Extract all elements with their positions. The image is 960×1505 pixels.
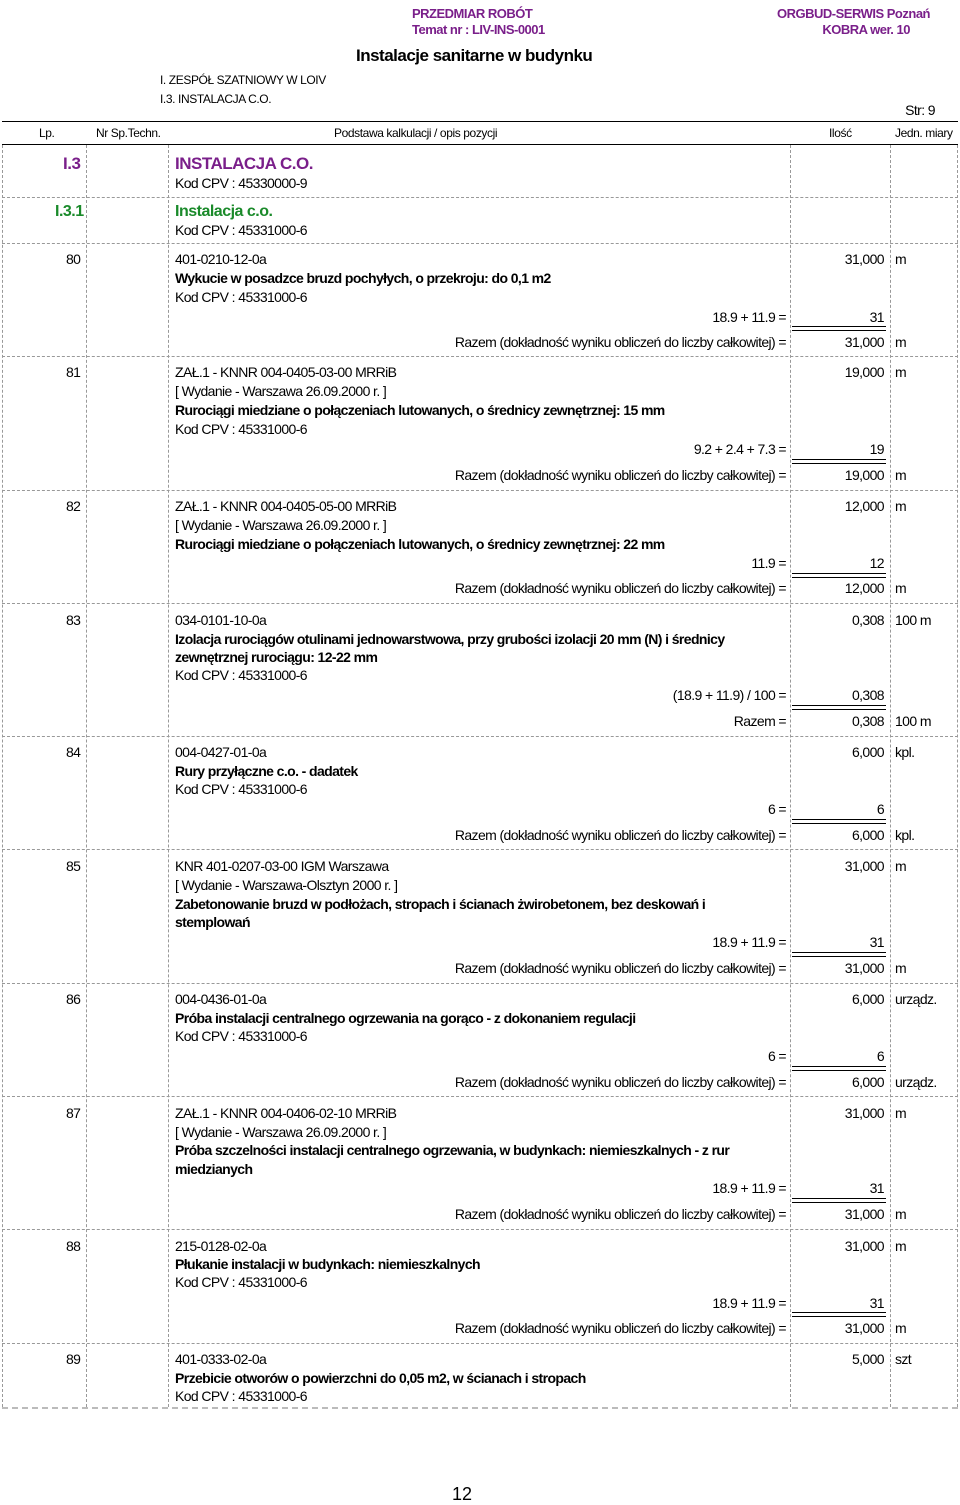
item-description: Próba szczelności instalacji centralnego ogrzewania, w budynkach: niemieszkalnych - z rur [175, 1142, 730, 1158]
doc-subject: Temat nr : LIV-INS-0001 [412, 22, 545, 37]
sum-rule [792, 326, 886, 331]
item-formula: 18.9 + 11.9 = [712, 934, 786, 950]
row-separator [2, 736, 958, 737]
item-description: Płukanie instalacji w budynkach: niemieszkalnych [175, 1256, 480, 1272]
item-total-label: Razem (dokładność wyniku obliczeń do liczby całkowitej) = [454, 1206, 786, 1222]
item-formula-value: 19 [869, 441, 884, 457]
item-total-value: 6,000 [851, 827, 884, 843]
header-bottom-rule [2, 144, 958, 145]
item-description: Rurociągi miedziane o połączeniach lutowanych, o średnicy zewnętrznej: 22 mm [175, 536, 665, 552]
col-code: Nr Sp.Techn. [96, 126, 161, 140]
item-total-unit: m [895, 334, 907, 350]
item-formula-value: 31 [869, 309, 884, 325]
sum-rule [792, 459, 886, 464]
item-total-label: Razem (dokładność wyniku obliczeń do liczby całkowitej) = [454, 1074, 786, 1090]
row-separator [2, 849, 958, 850]
subsection-cpv: Kod CPV : 45331000-6 [175, 222, 307, 238]
item-description: Rury przyłączne c.o. - dadatek [175, 763, 358, 779]
item-cpv: Kod CPV : 45331000-6 [175, 1028, 307, 1044]
page-bottom-rule [2, 1407, 958, 1409]
item-qty: 6,000 [851, 744, 884, 760]
sum-rule [792, 819, 886, 824]
item-qty: 31,000 [844, 1238, 884, 1254]
item-code: ZAŁ.1 - KNNR 004-0406-02-10 MRRiB [175, 1105, 397, 1121]
item-cpv: Kod CPV : 45331000-6 [175, 1388, 307, 1404]
item-formula-value: 31 [869, 934, 884, 950]
item-description: Izolacja rurociągów otulinami jednowarstwowa, przy grubości izolacji 20 mm (N) i średnicy [175, 631, 725, 647]
item-formula-value: 0,308 [851, 687, 884, 703]
item-total-label: Razem (dokładność wyniku obliczeń do liczby całkowitej) = [454, 827, 786, 843]
item-unit: kpl. [895, 744, 915, 760]
item-qty: 12,000 [844, 498, 884, 514]
item-total-label: Razem (dokładność wyniku obliczeń do liczby całkowitej) = [454, 1320, 786, 1336]
col-unit: Jedn. miary [895, 126, 953, 140]
row-separator [2, 1229, 958, 1230]
header-top-rule [2, 121, 958, 122]
item-code: 004-0436-01-0a [175, 991, 267, 1007]
item-formula: 6 = [767, 1048, 786, 1064]
item-cpv: Kod CPV : 45331000-6 [175, 667, 307, 683]
grid-vline [790, 145, 791, 1407]
item-formula-value: 31 [869, 1180, 884, 1196]
item-total-value: 31,000 [844, 1206, 884, 1222]
section-number: I.3 [63, 154, 81, 173]
sum-rule [792, 1066, 886, 1071]
item-unit: urządz. [895, 991, 937, 1007]
row-separator [2, 197, 958, 198]
item-unit: m [895, 1238, 907, 1254]
subsection-number: I.3.1 [55, 203, 84, 220]
item-formula: (18.9 + 11.9) / 100 = [672, 687, 786, 703]
item-edition: [ Wydanie - Warszawa-Olsztyn 2000 r. ] [175, 877, 398, 893]
row-separator [2, 1096, 958, 1097]
item-description: Próba instalacji centralnego ogrzewania na gorąco - z dokonaniem regulacji [175, 1010, 636, 1026]
item-lp: 83 [66, 612, 81, 628]
item-qty: 0,308 [851, 612, 884, 628]
item-description: Wykucie w posadzce bruzd pochyłych, o przekroju: do 0,1 m2 [175, 270, 551, 286]
doc-type: PRZEDMIAR ROBÓT [412, 6, 533, 21]
item-unit: m [895, 498, 907, 514]
item-edition: [ Wydanie - Warszawa 26.09.2000 r. ] [175, 517, 387, 533]
item-code: 401-0210-12-0a [175, 251, 267, 267]
grid-vline [957, 145, 958, 1407]
item-formula-value: 6 [876, 801, 884, 817]
item-description-cont: miedzianych [175, 1161, 253, 1177]
item-total-label: Razem (dokładność wyniku obliczeń do liczby całkowitej) = [454, 580, 786, 596]
item-total-value: 19,000 [844, 467, 884, 483]
item-code: 401-0333-02-0a [175, 1351, 267, 1367]
item-lp: 87 [66, 1105, 81, 1121]
item-description: Przebicie otworów o powierzchni do 0,05 m2, w ścianach i stropach [175, 1370, 586, 1386]
item-total-value: 12,000 [844, 580, 884, 596]
item-total-label: Razem (dokładność wyniku obliczeń do liczby całkowitej) = [454, 467, 786, 483]
section-cpv: Kod CPV : 45330000-9 [175, 175, 307, 191]
item-qty: 6,000 [851, 991, 884, 1007]
row-separator [2, 243, 958, 244]
item-total-label: Razem = [733, 713, 786, 729]
item-total-unit: 100 m [895, 713, 931, 729]
item-edition: [ Wydanie - Warszawa 26.09.2000 r. ] [175, 383, 387, 399]
item-lp: 85 [66, 858, 81, 874]
item-code: KNR 401-0207-03-00 IGM Warszawa [175, 858, 389, 874]
item-description-cont: zewnętrznej rurociągu: 12-22 mm [175, 649, 378, 665]
item-formula: 18.9 + 11.9 = [712, 1295, 786, 1311]
item-total-value: 31,000 [844, 1320, 884, 1336]
grid-vline [890, 145, 891, 1407]
item-unit: m [895, 858, 907, 874]
grid-vline [168, 145, 169, 1407]
item-lp: 86 [66, 991, 81, 1007]
subsection-name: Instalacja c.o. [175, 203, 273, 220]
item-cpv: Kod CPV : 45331000-6 [175, 1274, 307, 1290]
item-total-value: 31,000 [844, 334, 884, 350]
item-lp: 88 [66, 1238, 81, 1254]
item-total-value: 31,000 [844, 960, 884, 976]
row-separator [2, 1343, 958, 1344]
item-formula-value: 6 [876, 1048, 884, 1064]
item-unit: m [895, 364, 907, 380]
row-separator [2, 490, 958, 491]
item-lp: 89 [66, 1351, 81, 1367]
item-lp: 80 [66, 251, 81, 267]
page-label: Str: 9 [905, 102, 935, 118]
group-label: I. ZESPÓŁ SZATNIOWY W LOIV [160, 73, 326, 87]
page-number: 12 [452, 1484, 473, 1504]
item-total-unit: m [895, 580, 907, 596]
item-formula: 18.9 + 11.9 = [712, 1180, 786, 1196]
item-edition: [ Wydanie - Warszawa 26.09.2000 r. ] [175, 1124, 387, 1140]
item-formula: 11.9 = [751, 555, 786, 571]
item-code: ZAŁ.1 - KNNR 004-0405-05-00 MRRiB [175, 498, 397, 514]
item-code: 034-0101-10-0a [175, 612, 267, 628]
item-description: Zabetonowanie bruzd w podłożach, stropach i ścianach żwirobetonem, bez deskowań i [175, 896, 706, 912]
item-code: 215-0128-02-0a [175, 1238, 267, 1254]
item-description-cont: stemplowań [175, 914, 250, 930]
company-name: ORGBUD-SERWIS Poznań [777, 6, 930, 21]
item-code: ZAŁ.1 - KNNR 004-0405-03-00 MRRiB [175, 364, 397, 380]
item-description: Rurociągi miedziane o połączeniach lutowanych, o średnicy zewnętrznej: 15 mm [175, 402, 665, 418]
item-formula: 6 = [767, 801, 786, 817]
item-lp: 82 [66, 498, 81, 514]
item-formula: 9.2 + 2.4 + 7.3 = [693, 441, 786, 457]
item-total-unit: urządz. [895, 1074, 937, 1090]
item-total-label: Razem (dokładność wyniku obliczeń do liczby całkowitej) = [454, 960, 786, 976]
item-unit: 100 m [895, 612, 931, 628]
subgroup-label: I.3. INSTALACJA C.O. [160, 92, 272, 106]
item-cpv: Kod CPV : 45331000-6 [175, 421, 307, 437]
item-code: 004-0427-01-0a [175, 744, 267, 760]
item-lp: 81 [66, 364, 81, 380]
col-lp: Lp. [39, 126, 55, 140]
sum-rule [792, 705, 886, 710]
item-qty: 31,000 [844, 858, 884, 874]
item-qty: 19,000 [844, 364, 884, 380]
item-total-unit: m [895, 467, 907, 483]
row-separator [2, 603, 958, 604]
sum-rule [792, 1312, 886, 1317]
row-separator [2, 983, 958, 984]
item-cpv: Kod CPV : 45331000-6 [175, 781, 307, 797]
item-unit: szt [895, 1351, 912, 1367]
item-cpv: Kod CPV : 45331000-6 [175, 289, 307, 305]
document-title: Instalacje sanitarne w budynku [356, 46, 593, 65]
software-version: KOBRA wer. 10 [822, 22, 910, 37]
item-total-value: 6,000 [851, 1074, 884, 1090]
item-qty: 31,000 [844, 251, 884, 267]
item-total-unit: m [895, 1320, 907, 1336]
item-qty: 31,000 [844, 1105, 884, 1121]
item-formula: 18.9 + 11.9 = [712, 309, 786, 325]
item-total-unit: m [895, 960, 907, 976]
col-desc: Podstawa kalkulacji / opis pozycji [334, 126, 498, 140]
section-name: INSTALACJA C.O. [175, 154, 313, 173]
grid-vline [2, 145, 3, 1407]
row-separator [2, 356, 958, 357]
item-qty: 5,000 [851, 1351, 884, 1367]
item-total-label: Razem (dokładność wyniku obliczeń do liczby całkowitej) = [454, 334, 786, 350]
col-qty: Ilość [829, 126, 852, 140]
item-unit: m [895, 251, 907, 267]
item-formula-value: 12 [869, 555, 884, 571]
sum-rule [792, 952, 886, 957]
item-formula-value: 31 [869, 1295, 884, 1311]
item-unit: m [895, 1105, 907, 1121]
item-lp: 84 [66, 744, 81, 760]
item-total-unit: kpl. [895, 827, 915, 843]
item-total-value: 0,308 [851, 713, 884, 729]
item-total-unit: m [895, 1206, 907, 1222]
sum-rule [792, 1198, 886, 1203]
grid-vline [86, 145, 87, 1407]
sum-rule [792, 573, 886, 578]
